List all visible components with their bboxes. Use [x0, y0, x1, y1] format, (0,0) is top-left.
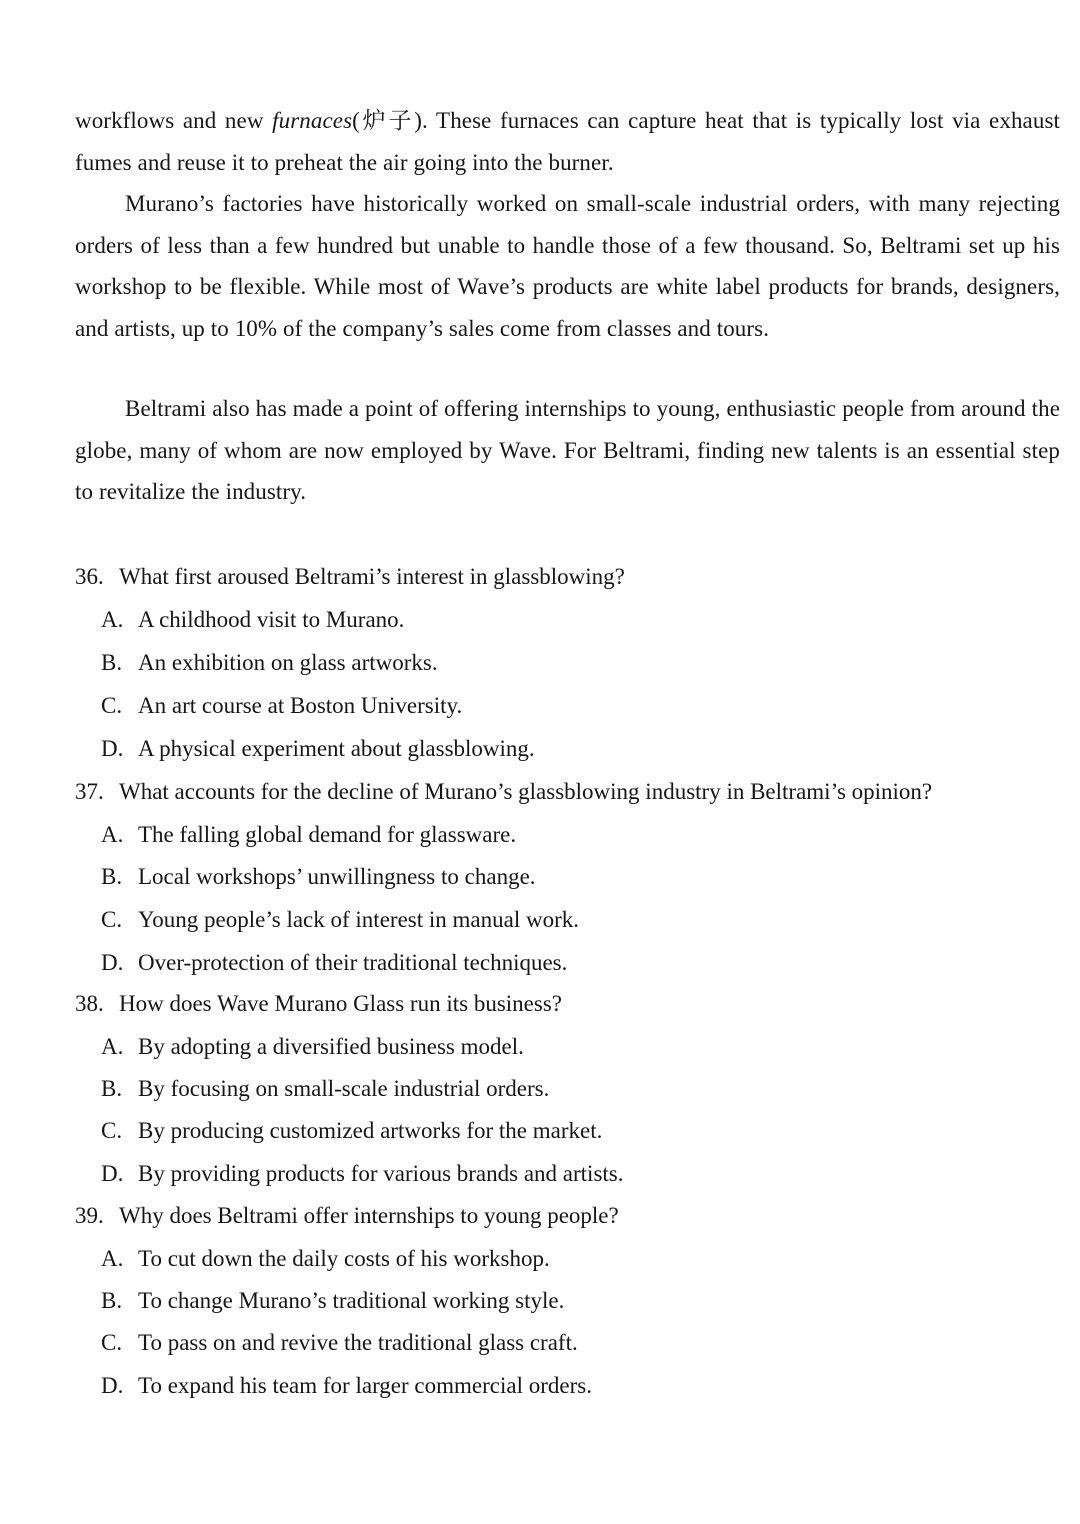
option-39-d — [101, 1371, 592, 1401]
question-text: What first aroused Beltrami’s interest in glassblowing? — [119, 564, 625, 589]
option-text: To change Murano’s traditional working style. — [138, 1288, 565, 1313]
option-text: A physical experiment about glassblowing. — [138, 736, 535, 761]
option-36-a — [101, 605, 404, 635]
option-text: An exhibition on glass artworks. — [138, 650, 438, 675]
option-text: Over-protection of their traditional techniques. — [138, 950, 568, 975]
p3-text: Beltrami also has made a point of offering internships to young, enthusiastic people from around the globe, many of whom are now employed by Wave. For Beltrami, finding new talents is an essential step to revitalize the industry. — [75, 396, 1060, 504]
option-letter: C. — [101, 1118, 123, 1143]
question-38 — [75, 989, 562, 1019]
option-letter: D. — [101, 736, 124, 761]
option-37-d — [101, 948, 567, 978]
option-38-c — [101, 1116, 602, 1146]
option-letter: B. — [101, 1288, 123, 1313]
option-text: An art course at Boston University. — [138, 693, 463, 718]
option-36-d — [101, 734, 535, 764]
option-letter: D. — [101, 950, 124, 975]
passage-paragraph-3 — [75, 388, 1060, 513]
option-37-c — [101, 905, 579, 935]
question-text: How does Wave Murano Glass run its business? — [119, 991, 562, 1016]
option-letter: D. — [101, 1373, 124, 1398]
question-number: 38. — [75, 991, 104, 1016]
option-38-d — [101, 1159, 623, 1189]
option-39-c — [101, 1328, 578, 1358]
p1-chinese-gloss: (炉子) — [352, 108, 423, 133]
option-letter: A. — [101, 607, 124, 632]
option-text: Young people’s lack of interest in manual work. — [138, 907, 579, 932]
option-text: The falling global demand for glassware. — [138, 822, 517, 847]
option-39-a — [101, 1244, 550, 1274]
option-39-b — [101, 1286, 564, 1316]
p2-text: Murano’s factories have historically worked on small-scale industrial orders, with many rejecting orders of less than a few hundred but unable to handle those of a few thousand. So, Beltrami set up his workshop to be flexible. While most of Wave’s products are white label products for brands, designers, and artists, up to 10% of the company’s sales come from classes and tours. — [75, 191, 1060, 341]
option-text: By focusing on small-scale industrial orders. — [138, 1076, 550, 1101]
question-text: What accounts for the decline of Murano’s glassblowing industry in Beltrami’s opinion? — [119, 779, 933, 804]
option-letter: B. — [101, 650, 123, 675]
question-37 — [75, 777, 932, 807]
option-text: By adopting a diversified business model. — [138, 1034, 524, 1059]
question-39 — [75, 1201, 619, 1231]
option-36-c — [101, 691, 462, 721]
option-37-a — [101, 820, 516, 850]
option-text: A childhood visit to Murano. — [138, 607, 405, 632]
option-text: To expand his team for larger commercial orders. — [138, 1373, 592, 1398]
option-letter: A. — [101, 1246, 124, 1271]
p1-before: workflows and new — [75, 108, 273, 133]
option-letter: C. — [101, 1330, 123, 1355]
option-text: By providing products for various brands and artists. — [138, 1161, 624, 1186]
option-38-a — [101, 1032, 524, 1062]
passage-paragraph-1 — [75, 100, 1060, 183]
question-number: 36. — [75, 564, 104, 589]
option-text: To cut down the daily costs of his workshop. — [138, 1246, 550, 1271]
option-37-b — [101, 862, 536, 892]
passage-paragraph-2 — [75, 183, 1060, 349]
option-letter: D. — [101, 1161, 124, 1186]
p1-after: . These furnaces can capture heat that is typically lost via exhaust fumes and reuse it to preheat the air going into the burner. — [75, 108, 1060, 175]
question-36 — [75, 562, 625, 592]
question-text: Why does Beltrami offer internships to young people? — [119, 1203, 619, 1228]
option-letter: B. — [101, 864, 123, 889]
question-number: 37. — [75, 779, 104, 804]
option-letter: A. — [101, 1034, 124, 1059]
option-letter: B. — [101, 1076, 123, 1101]
option-text: Local workshops’ unwillingness to change. — [138, 864, 536, 889]
question-number: 39. — [75, 1203, 104, 1228]
p1-italic-word: furnaces — [272, 108, 353, 133]
option-text: By producing customized artworks for the market. — [138, 1118, 603, 1143]
option-letter: A. — [101, 822, 124, 847]
option-letter: C. — [101, 693, 123, 718]
option-36-b — [101, 648, 438, 678]
option-letter: C. — [101, 907, 123, 932]
option-text: To pass on and revive the traditional glass craft. — [138, 1330, 578, 1355]
option-38-b — [101, 1074, 549, 1104]
